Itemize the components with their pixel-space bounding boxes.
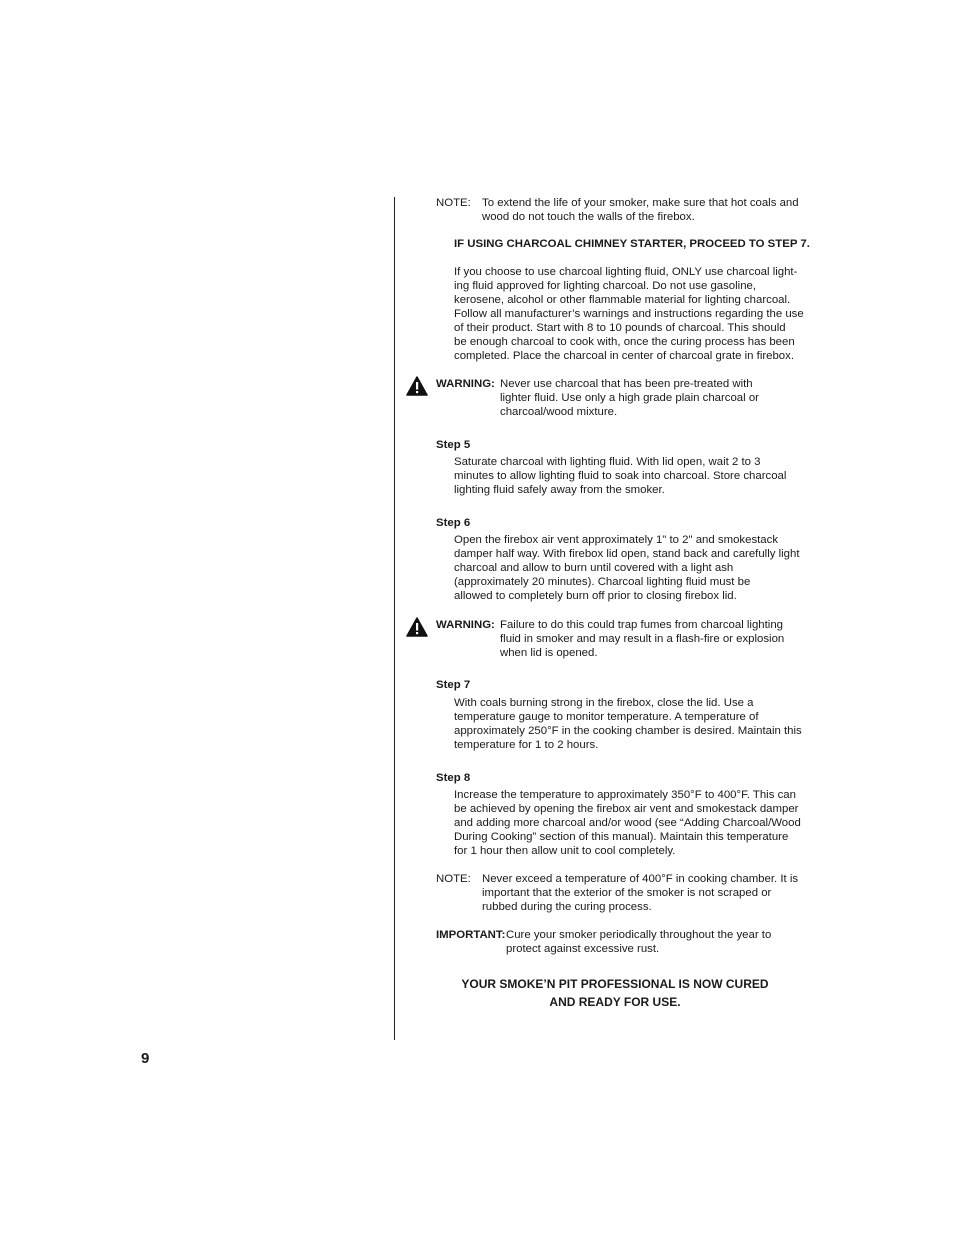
note-text: Never exceed a temperature of 400°F in cooking chamber. It is important that the exterior of the smoker is not scraped or rubbed during the curing process. <box>482 873 799 913</box>
step-6-heading: Step 6 <box>436 517 471 529</box>
step-5-text: Saturate charcoal with lighting fluid. With lid open, wait 2 to 3 minutes to allow lighting fluid to soak into charcoal. Store charcoal lighting fluid safely away from the smoker. <box>454 456 787 496</box>
step-8-heading: Step 8 <box>436 772 471 784</box>
column-divider <box>394 197 395 1040</box>
warning-label: WARNING: <box>436 619 495 631</box>
important-text: Cure your smoker periodically throughout the year to protect against excessive rust. <box>506 929 772 955</box>
lighter-fluid-paragraph: If you choose to use charcoal lighting fluid, ONLY use charcoal light- ing fluid approved for lighting charcoal. Do not use gasoline, kerosene, alcohol or other flammable material for lighting charcoal. Follow all manufacturer’s warnings and instructions regarding the use of their product. Start with 8 to 10 pounds of charcoal. This should be enough charcoal to cook with, once the curing process has been completed. Place the charcoal in center of charcoal grate in firebox. <box>454 266 804 362</box>
note-text: To extend the life of your smoker, make sure that hot coals and wood do not touch the walls of the firebox. <box>482 197 799 223</box>
warning-text: Never use charcoal that has been pre-treated with lighter fluid. Use only a high grade plain charcoal or charcoal/wood mixture. <box>500 378 759 418</box>
warning-label: WARNING: <box>436 378 495 390</box>
important-label: IMPORTANT: <box>436 929 506 941</box>
warning-text: Failure to do this could trap fumes from charcoal lighting fluid in smoker and may result in a flash-fire or explosion when lid is opened. <box>500 619 785 659</box>
step-7-heading: Step 7 <box>436 679 471 691</box>
warning-triangle-icon <box>406 376 428 396</box>
step-6-text: Open the firebox air vent approximately 1" to 2" and smokestack damper half way. With firebox lid open, stand back and carefully light charcoal and allow to burn until covered with a light ash (approximately 20 minutes). Charcoal lighting fluid must be allowed to completely burn off prior to closing firebox lid. <box>454 534 800 602</box>
chimney-instruction: IF USING CHARCOAL CHIMNEY STARTER, PROCEED TO STEP 7. <box>454 238 810 250</box>
closing-statement: YOUR SMOKE’N PIT PROFESSIONAL IS NOW CURED AND READY FOR USE. <box>461 977 769 1009</box>
step-7-text: With coals burning strong in the firebox, close the lid. Use a temperature gauge to monitor temperature. A temperature of approximately 250°F in the cooking chamber is desired. Maintain this temperature for 1 to 2 hours. <box>454 697 802 751</box>
note-label: NOTE: <box>436 197 471 209</box>
page-number: 9 <box>141 1050 150 1067</box>
step-8-text: Increase the temperature to approximately 350°F to 400°F. This can be achieved by opening the firebox air vent and smokestack damper and adding more charcoal and/or wood (see “Adding Charcoal/Wood During Cooking” section of this manual). Maintain this temperature for 1 hour then allow unit to cool completely. <box>454 789 801 857</box>
step-5-heading: Step 5 <box>436 439 471 451</box>
warning-triangle-icon <box>406 617 428 637</box>
note-label: NOTE: <box>436 873 471 885</box>
